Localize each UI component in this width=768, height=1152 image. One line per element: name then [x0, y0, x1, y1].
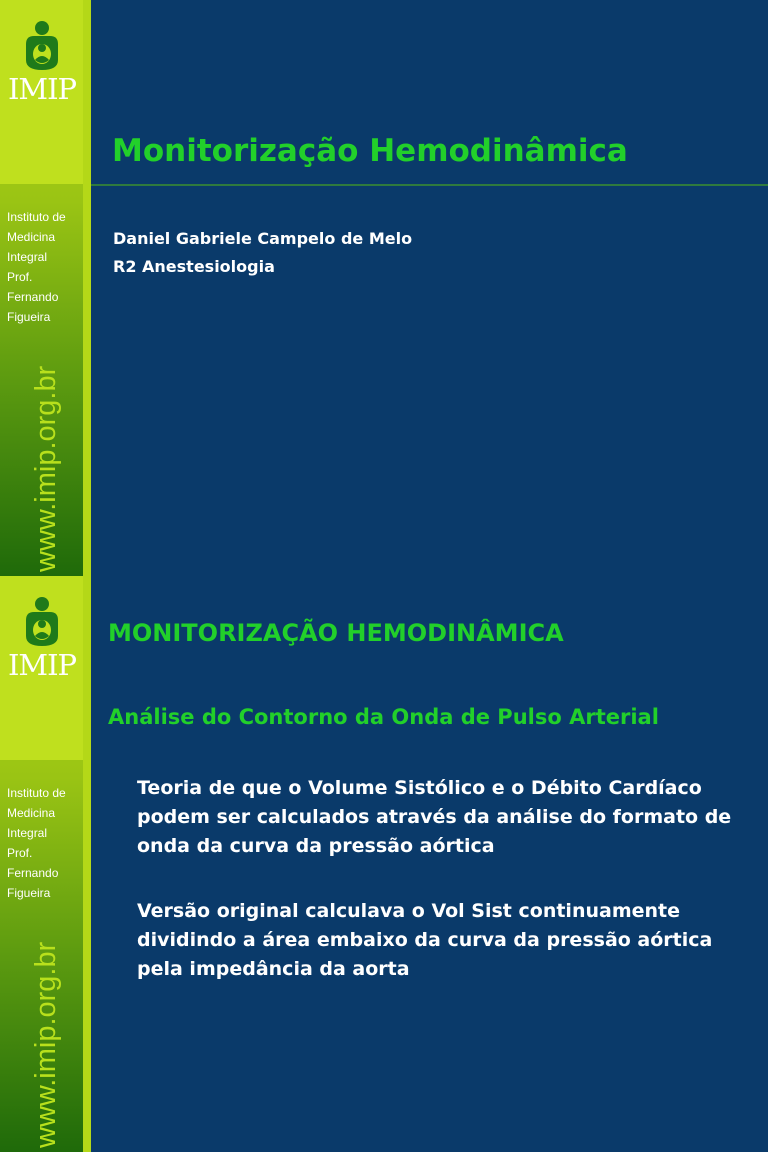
institution-line: Figueira: [7, 886, 51, 900]
institution-name: [7, 783, 87, 903]
website-url: www.imip.org.br: [30, 365, 62, 572]
logo-block: [0, 576, 83, 760]
institution-line: Instituto de: [7, 786, 66, 800]
sidebar-edge: [83, 576, 91, 1152]
logo-text: IMIP: [7, 648, 77, 682]
sidebar-edge: [83, 0, 91, 576]
imip-logo-icon: [22, 20, 62, 72]
bullet-item: Versão original calculava o Vol Sist continuamente dividindo a área embaixo da curva da pressão aórtica pela impedância da aorta: [137, 900, 713, 980]
institution-line: Integral: [7, 826, 48, 840]
logo-block: [0, 0, 83, 184]
institution-line: Figueira: [7, 310, 51, 324]
author-role: R2 Anestesiologia: [113, 257, 275, 276]
bullet-item: Teoria de que o Volume Sistólico e o Débito Cardíaco podem ser calculados através da análise do formato de onda da curva da pressão aórtica: [137, 777, 732, 857]
sidebar: [0, 576, 83, 1152]
institution-line: Prof. Fernando: [7, 846, 59, 880]
sidebar: [0, 0, 83, 576]
institution-line: Prof. Fernando: [7, 270, 59, 304]
institution-line: Instituto de: [7, 210, 66, 224]
title-divider: [91, 184, 768, 186]
institution-line: Medicina: [7, 230, 56, 244]
website-url: www.imip.org.br: [30, 941, 62, 1148]
author-name: Daniel Gabriele Campelo de Melo: [113, 229, 413, 248]
imip-logo-icon: [22, 596, 62, 648]
slide-title: MONITORIZAÇÃO HEMODINÂMICA: [108, 619, 564, 647]
slide-title: Monitorização Hemodinâmica: [112, 133, 628, 169]
institution-line: Medicina: [7, 806, 56, 820]
logo-text: IMIP: [7, 72, 77, 106]
institution-line: Integral: [7, 250, 48, 264]
slide-subtitle: Análise do Contorno da Onda de Pulso Arterial: [108, 705, 659, 729]
author-block: [113, 225, 412, 281]
institution-name: [7, 207, 87, 327]
